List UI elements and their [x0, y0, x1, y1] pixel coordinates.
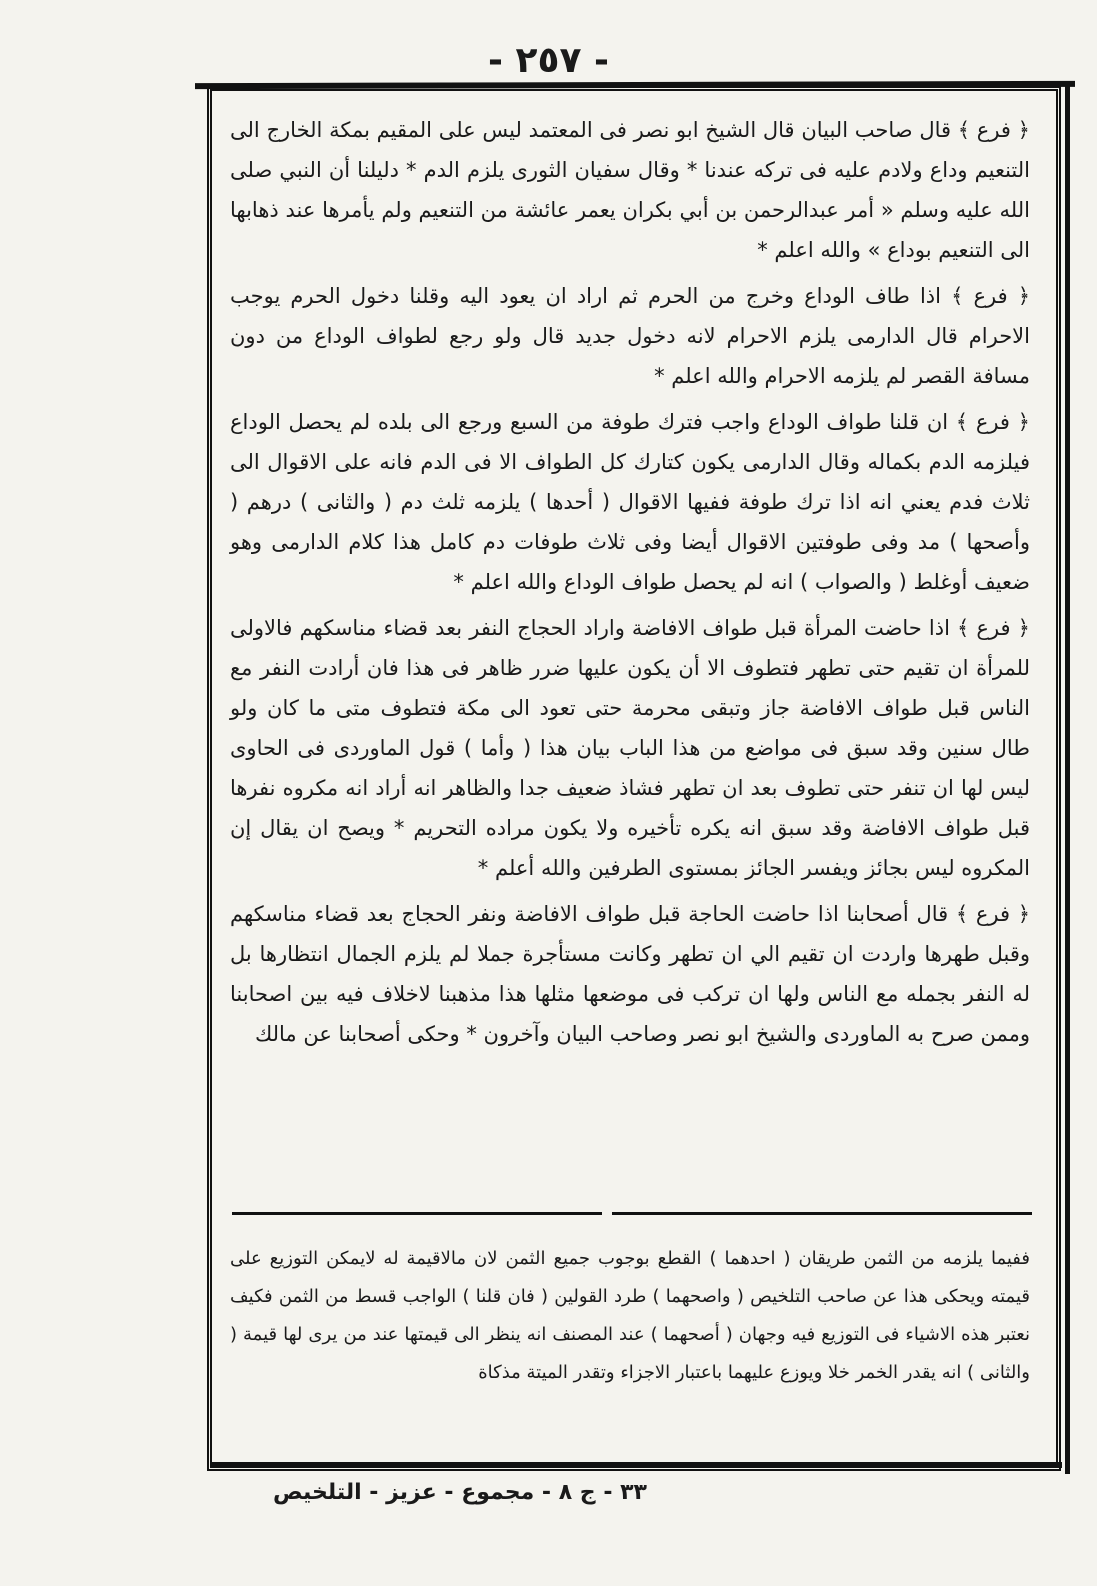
paragraph-5: ﴿ فرع ﴾ قال أصحابنا اذا حاضت الحاجة قبل طواف الافاضة ونفر الحجاج بعد قضاء مناسكهم وقبل طهرها واردت ان تقيم الي ان تطهر وكانت مستأجرة جملا لم يلزم الجمال انتظارها بل له النفر بجمله مع الناس ولها ان تركب فى موضعها مثلها هذا مذهبنا لاخلاف فيه بين اصحابنا وممن صرح به الماوردى والشيخ ابو نصر وصاحب البيان وآخرون * وحكى أصحابنا عن مالك [230, 902, 1030, 1046]
paragraph-1: ﴿ فرع ﴾ قال صاحب البيان قال الشيخ ابو نصر فى المعتمد ليس على المقيم بمكة الخارج الى التنعيم وداع ولادم عليه فى تركه عندنا * وقال سفيان الثورى يلزم الدم * دليلنا أن النبي صلى الله عليه وسلم « أمر عبدالرحمن بن أبي بكران يعمر عائشة من التنعيم ولم يأمرها عند ذهابها الى التنعيم بوداع » والله اعلم * [230, 118, 1030, 262]
page-footer: ٣٣ - ج ٨ - مجموع - عزيز - التلخيص [273, 1480, 647, 1505]
frame-right-rule [1065, 86, 1070, 1474]
footnote-separator [232, 1212, 1032, 1215]
main-text [230, 110, 1030, 1200]
separator-right [612, 1212, 1032, 1215]
page-number: - ٢٥٧ - [488, 40, 609, 81]
paragraph-4: ﴿ فرع ﴾ اذا حاضت المرأة قبل طواف الافاضة واراد الحجاج النفر بعد قضاء مناسكهم فالاولى للمرأة ان تقيم حتى تطهر فتطوف الا أن يكون عليها ضرر ظاهر فى هذا فان أرادت النفر مع الناس قبل طواف الافاضة جاز وتبقى محرمة حتى تعود الى مكة فتطوف متى ما كان ولو طال سنين وقد سبق فى مواضع من هذا الباب بيان هذا ( وأما ) قول الماوردى فى الحاوى ليس لها ان تنفر حتى تطوف بعد ان تطهر فشاذ ضعيف جدا والظاهر انه أراد انه مكروه نفرها قبل طواف الافاضة وقد سبق انه يكره تأخيره ولا يكون مراده التحريم * ويصح ان يقال إن المكروه ليس بجائز ويفسر الجائز بمستوى الطرفين والله أعلم * [230, 616, 1030, 880]
frame-bottom-rule [212, 1462, 1062, 1468]
separator-left [232, 1212, 602, 1215]
paragraph-3: ﴿ فرع ﴾ ان قلنا طواف الوداع واجب فترك طوفة من السبع ورجع الى بلده لم يحصل الوداع فيلزمه الدم بكماله وقال الدارمى يكون كتارك كل الطواف الا فى الدم فانه على الاقوال الى ثلاث فدم يعني انه اذا ترك طوفة ففيها الاقوال ( أحدها ) يلزمه ثلث دم ( والثانى ) درهم ( وأصحها ) مد وفى طوفتين الاقوال أيضا وفى ثلاث طوفات دم كامل هذا كلام الدارمى وهو ضعيف أوغلط ( والصواب ) انه لم يحصل طواف الوداع والله اعلم * [230, 410, 1030, 594]
footnote-text: ففيما يلزمه من الثمن طريقان ( احدهما ) القطع بوجوب جميع الثمن لان مالاقيمة له لايمكن التوزيع على قيمته ويحكى هذا عن صاحب التلخيص ( واصحهما ) طرد القولين ( فان قلنا ) الواجب قسط من الثمن فكيف نعتبر هذه الاشياء فى التوزيع فيه وجهان ( أصحهما ) عند المصنف انه ينظر الى قيمتها عند من يرى لها قيمة ( والثانى ) انه يقدر الخمر خلا ويوزع عليهما باعتبار الاجزاء وتقدر الميتة مذكاة [230, 1248, 1030, 1383]
paragraph-2: ﴿ فرع ﴾ اذا طاف الوداع وخرج من الحرم ثم اراد ان يعود اليه وقلنا دخول الحرم يوجب الاحرام قال الدارمى يلزم الاحرام لانه دخول جديد قال ولو رجع لطواف الوداع من دون مسافة القصر لم يلزمه الاحرام والله اعلم * [230, 284, 1030, 388]
